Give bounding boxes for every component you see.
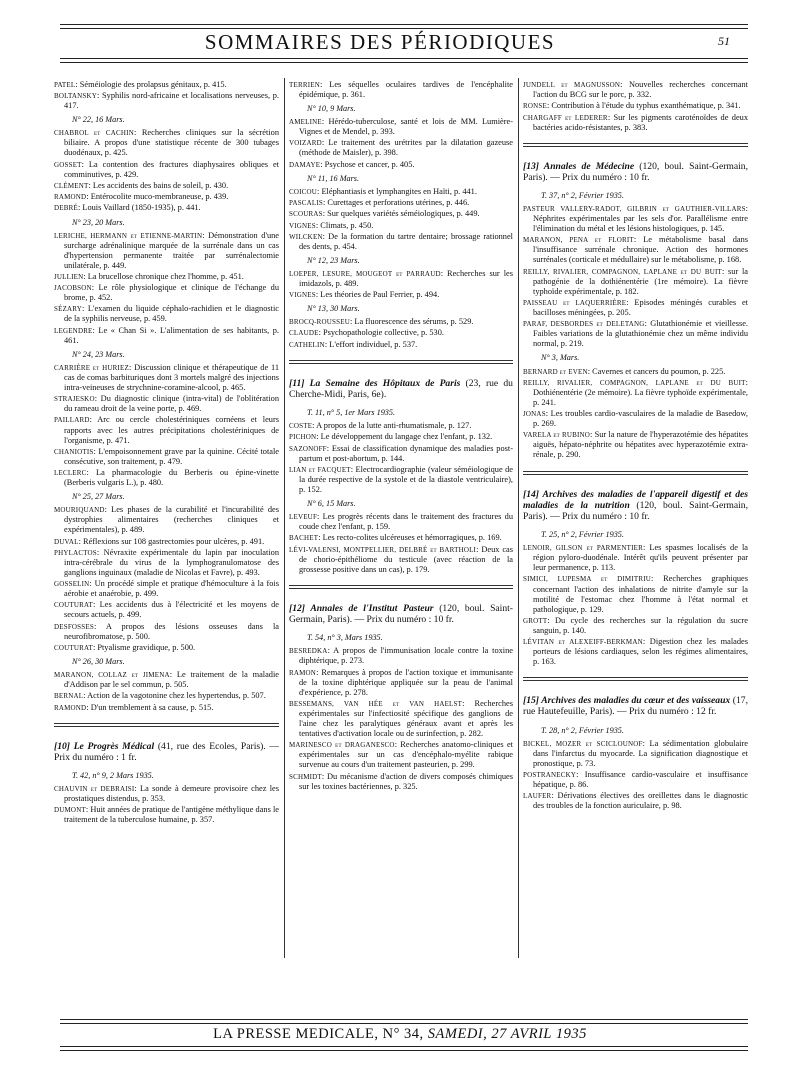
section-rule — [289, 363, 513, 364]
author: LOEPER, LESURE, MOUGEOT et PARRAUD — [289, 269, 441, 278]
author: VOIZARD — [289, 139, 322, 148]
entry-text: : A propos de l'immunisation locale contre la toxine diphtérique, p. 273. — [299, 646, 513, 666]
entry — [54, 181, 279, 191]
column-left — [54, 80, 279, 827]
column-middle — [289, 80, 513, 793]
issue-heading: T. 25, n° 2, Février 1935. — [541, 530, 624, 540]
journal-address: (41, rue des Ecoles, Paris). — Prix du numéro : 1 fr. — [54, 740, 279, 763]
author: SCOURAS — [289, 210, 323, 219]
entry — [54, 505, 279, 535]
journal-address: (23, rue du Cherche-Midi, Paris, 6e). — [289, 377, 513, 400]
entry — [523, 770, 748, 790]
section-rule — [523, 474, 748, 475]
author: LIAN et FACQUET — [289, 465, 351, 474]
entry-text: : Nouvelles recherches concernant l'action du BCG sur le porc, p. 332. — [533, 80, 748, 100]
author: BERNAL — [54, 692, 84, 701]
entry — [54, 363, 279, 393]
entry-text: : Climats, p. 450. — [315, 220, 374, 230]
entry — [523, 367, 748, 377]
entry-text: : Dérivations électives des oreillettes dans le diagnostic des troubles de la fonction auriculaire, p. 98. — [533, 791, 748, 811]
entry-text: : Electrocardiographie (valeur séméiologique de la durée respective de la systole et de la diastole ventriculaire), p. 152. — [299, 464, 513, 495]
entry — [289, 290, 513, 300]
entry-text: : Les spasmes localisés de la région pyloro-duodénale. Intérêt qu'ils peuvent présenter par leur permanence, p. 113. — [533, 543, 748, 573]
entry-text: : Deux cas de chorio-épithéliome du testicule (avec réaction de la grossesse positive dans un cas), p. 179. — [299, 544, 513, 574]
issue-heading: N° 23, 20 Mars. — [72, 217, 125, 227]
entry — [289, 465, 513, 495]
author: MARANON, COLLAZ et JIMENA — [54, 671, 170, 680]
entry — [289, 668, 513, 698]
issue-heading: T. 42, n° 9, 2 Mars 1935. — [72, 771, 154, 781]
author: WILCKEN — [289, 232, 323, 241]
author: DAMAYE — [289, 160, 321, 169]
section-rule — [289, 585, 513, 586]
author: LERICHE, HERMANN et ETIENNE-MARTIN — [54, 231, 203, 240]
author: CHANIOTIS — [54, 447, 94, 456]
journal-title: [10] Le Progrès Médical — [54, 740, 155, 752]
author: DEBRÉ — [54, 204, 78, 213]
issue-heading: N° 25, 27 Mars. — [72, 492, 125, 502]
author: CATHELIN — [289, 340, 325, 349]
entry — [523, 574, 748, 614]
author: PICHON — [289, 433, 317, 442]
author: JACOBSON — [54, 284, 92, 293]
author: BACHET — [289, 534, 319, 543]
entry-text: : Sur les pigments caroténoïdes de deux bactéries acido-résistantes, p. 383. — [533, 112, 749, 132]
journal-heading — [54, 741, 279, 763]
issue-heading: T. 28, n° 2, Février 1935. — [541, 725, 624, 735]
entry — [54, 600, 279, 620]
journal-address: (120, boul. Saint-Germain, Paris). — Prix du numéro : 10 fr. — [523, 160, 748, 183]
issue-heading: N° 26, 30 Mars. — [72, 657, 125, 666]
author: PASCALIS — [289, 199, 324, 208]
journal-heading — [523, 695, 748, 717]
entry — [54, 80, 279, 90]
entry-text: : Recherches expérimentales sur l'infectiosité spécifique des ganglions de l'aine chez les paralytiques généraux avant et après les tentatives d'activation locale ou de surinfection, p. 282. — [299, 698, 513, 739]
author: VIGNES — [289, 221, 316, 230]
entry-text: : De la formation du tartre dentaire; brossage rationnel des dents, p. 454. — [299, 231, 513, 251]
header-rule — [60, 58, 748, 59]
entry-text: : Le traitement des urétrites par la dilatation gazeuse (méthode de Maisler), p. 398. — [299, 138, 513, 158]
journal-title: [12] Annales de l'Institut Pasteur — [289, 602, 434, 614]
entry — [54, 579, 279, 599]
footer-rule — [60, 1019, 748, 1020]
author: DUVAL — [54, 537, 79, 546]
author: CHAUVIN et DEBRAISI — [54, 785, 135, 794]
entry — [54, 670, 279, 690]
entry-text: : Eléphantiasis et lymphangites en Haïti, p. 441. — [317, 186, 477, 196]
author: RAMOND — [54, 703, 87, 712]
author: BESSEMANS, VAN HÉE et VAN HAELST — [289, 699, 463, 708]
entry-text: : Recherches graphiques concernant l'action des inhalations de nitrite d'amyle sur la motilité de l'estomac chez l'homme à l'état normal et pathologique, p. 129. — [533, 574, 748, 614]
entry-text: : Psychopathologie collective, p. 530. — [318, 328, 444, 338]
entry-text: : Les accidents des bains de soleil, p. 430. — [88, 180, 229, 190]
entry — [289, 317, 513, 327]
entry — [54, 91, 279, 111]
entry-text: : Glutathionémie et vieillesse. Faibles variations de la glutathionémie chez un même individu normal, p. 219. — [533, 319, 748, 349]
entry — [289, 533, 513, 543]
author: BICKEL, MOZER et SCICLOUNOF — [523, 739, 643, 748]
author: POSTRANECKY — [523, 771, 577, 780]
entry-text: : Action de la vagotonine chez les hypertendus, p. 507. — [83, 691, 266, 701]
entry — [523, 409, 748, 429]
issue-heading: T. 37, n° 2, Février 1935. — [541, 191, 624, 201]
page-number: 51 — [718, 34, 730, 48]
journal-title: [15] Archives des maladies du cœur et des vaisseaux — [523, 695, 731, 707]
entry-text: : La brucellose chronique chez l'homme, p. 451. — [83, 271, 244, 281]
author: MARINESCO et DRAGANESCO — [289, 741, 395, 750]
entry-text: : Le rôle physiologique et clinique de l'échange du brome, p. 452. — [64, 283, 279, 303]
author: GROTT — [523, 616, 548, 625]
author: SCHMIDT — [289, 772, 322, 781]
issue-date: SAMEDI, 27 AVRIL 1935 — [427, 1026, 587, 1042]
entry — [54, 128, 279, 158]
column-separator — [284, 78, 285, 958]
entry — [523, 543, 748, 573]
journal-address: (17, rue Hautefeuille, Paris). — Prix du numéro : 12 fr. — [523, 695, 748, 718]
entry-text: : Sur quelques variétés séméiologiques, p. 449. — [322, 209, 480, 219]
author: JONAS — [523, 410, 546, 419]
entry-text: : Arc ou cercle cholestériniques cornéens et leurs rapports avec les autres précipitations cholestériniques de l'organisme, p. 471. — [64, 415, 279, 445]
section-rule — [523, 146, 748, 147]
author: STRAJESKO — [54, 395, 95, 404]
entry — [54, 784, 279, 804]
entry-text: : Louis Vaillard (1850-1935), p. 441. — [77, 203, 201, 213]
entry — [54, 231, 279, 271]
section-rule — [523, 471, 748, 472]
author: REILLY, RIVALIER, COMPAGNON, LAPLANE et DU BUIT — [523, 378, 746, 387]
entry — [54, 691, 279, 701]
author: RAMOND — [54, 193, 87, 202]
entry — [523, 739, 748, 769]
entry-text: : Les phases de la curabilité et l'incurabilité des dystrophies alimentaires (recherches cliniques et expérimentales), p. 489. — [64, 505, 279, 535]
issue-heading: N° 11, 16 Mars. — [307, 173, 360, 183]
entry-text: : Recherches cliniques sur la sécrétion biliaire. A propos d'une statistique récente de 300 tubages duodénaux, p. 425. — [64, 128, 279, 158]
entry — [523, 319, 748, 349]
entry — [54, 415, 279, 445]
entry — [523, 430, 748, 460]
entry — [523, 637, 748, 667]
entry — [289, 444, 513, 464]
entry-text: : Du diagnostic clinique (intra-vital) de l'oblitération du rameau droit de la veine porte, p. 469. — [64, 394, 279, 414]
author: LAUFER — [523, 792, 552, 801]
entry-text: : Du mécanisme d'action de divers composés chimiques sur les toxines bactériennes, p. 325. — [299, 771, 513, 791]
issue-heading: N° 24, 23 Mars. — [72, 349, 125, 359]
entry — [523, 204, 748, 234]
entry-text: : Le développement du langage chez l'enfant, p. 132. — [316, 432, 493, 442]
author: CARRIÈRE et HURIEZ — [54, 363, 129, 372]
entry-text: : Syphilis nord-africaine et localisations nerveuses, p. 417. — [64, 91, 279, 111]
author: PARAF, DESBORDES et DELETANG — [523, 320, 645, 329]
author: MARANON, PENA et FLORIT — [523, 236, 634, 245]
author: CHABROL et CACHIN — [54, 129, 134, 138]
entry — [54, 643, 279, 653]
author: TERRIEN — [289, 81, 320, 89]
entry-text: : Huit années de pratique de l'antigène méthylique dans le traitement de la tuberculose humaine, p. 357. — [64, 805, 279, 825]
author: CHARGAFF et LEDERER — [523, 113, 608, 122]
author: RONSE — [523, 102, 547, 111]
entry-text: : D'un tremblement à sa cause, p. 515. — [86, 702, 214, 712]
section-rule — [54, 723, 279, 724]
entry-text: : Recherches anatomo-cliniques et expérimentales sur un cas d'encéphalo-myélite rabique survenue au cours d'un traitement pasteurien, p. 299. — [299, 740, 513, 770]
author: LÉVITAN et ALEXEIFF-BERKMAN — [523, 638, 643, 647]
footer-rule — [60, 1023, 748, 1024]
author: GOSSELIN — [54, 580, 90, 589]
section-rule — [523, 677, 748, 678]
author: CLÉMENT — [54, 181, 89, 190]
entry — [289, 138, 513, 158]
entry — [289, 80, 513, 100]
journal-address: (120, boul. Saint-Germain, Paris). — Prix du numéro : 10 fr. — [523, 499, 749, 522]
entry — [289, 198, 513, 208]
entry-text: : Remarques à propos de l'action toxique et immunisante de la toxine diphtérique appliquée sur la peau de l'animal d'expérience, p. 278. — [299, 667, 513, 697]
entry — [289, 160, 513, 170]
author: AMELINE — [289, 118, 322, 127]
author: PATEL — [54, 81, 76, 89]
footer-line — [60, 1026, 740, 1043]
author: SÉZARY — [54, 305, 83, 314]
author: COUTURAT — [54, 601, 93, 610]
section-rule — [523, 143, 748, 144]
header-rule — [60, 24, 748, 25]
entry — [54, 203, 279, 213]
author: LENOIR, GILSON et PARMENTIER — [523, 544, 643, 553]
section-rule — [289, 588, 513, 589]
entry — [54, 447, 279, 467]
entry — [523, 80, 748, 100]
entry-text: : Néphrites expérimentales par les sels d'or. Parallélisme entre l'élimination du métal et les lésions histologiques, p. 145. — [533, 204, 748, 234]
entry — [54, 805, 279, 825]
entry-text: : Du cycle des recherches sur la régulation du sucre sanguin, p. 140. — [533, 615, 748, 635]
author: COSTE — [289, 422, 313, 431]
journal-title: [13] Annales de Médecine — [523, 160, 635, 172]
column-right — [523, 80, 748, 813]
author: COICOU — [289, 187, 318, 196]
author: SIMICI, LUPESMA et DIMITRIU — [523, 575, 651, 584]
entry-text: : A propos des lésions osseuses dans la neurofibromatose, p. 500. — [64, 621, 279, 641]
section-rule — [54, 726, 279, 727]
entry — [289, 432, 513, 442]
journal-heading — [289, 378, 513, 400]
issue-heading: N° 13, 30 Mars. — [307, 304, 360, 314]
entry — [289, 699, 513, 739]
issue-heading: T. 54, n° 3, Mars 1935. — [307, 633, 383, 643]
header-rule — [60, 28, 748, 29]
author: BOLTANSKY — [54, 92, 97, 101]
entry — [523, 267, 748, 297]
issue-heading: N° 12, 23 Mars. — [307, 255, 360, 265]
journal-name: LA PRESSE MEDICALE, N° 34, — [213, 1026, 424, 1042]
entry — [523, 298, 748, 318]
journal-heading — [523, 489, 748, 523]
author: SAZONOFF — [289, 444, 327, 453]
entry — [289, 545, 513, 575]
entry — [289, 232, 513, 252]
entry-text: : La sédimentation globulaire dans l'infarctus du myocarde. La signification diagnostique et pronostique, p. 73. — [533, 738, 748, 768]
entry — [54, 192, 279, 202]
entry — [523, 235, 748, 265]
entry-text: : Episodes méningés curables et bacilloses méningées, p. 205. — [533, 298, 748, 318]
entry — [289, 772, 513, 792]
issue-heading: N° 22, 16 Mars. — [72, 115, 125, 125]
entry-text: : Curettages et perforations utérines, p. 446. — [323, 198, 470, 208]
entry-text: : Les théories de Paul Ferrier, p. 494. — [315, 290, 440, 300]
entry-text: : Discussion clinique et thérapeutique de 11 cas de comas barbituriques dont 3 mortels malgré des injections intra-veineuses de strychnine-coramine-alcool, p. 465. — [64, 362, 280, 392]
entry — [54, 160, 279, 180]
entry-text: : L'effort individuel, p. 537. — [324, 339, 418, 349]
issue-heading: N° 3, Mars. — [541, 353, 580, 363]
author: PHYLACTOS — [54, 548, 97, 557]
entry — [54, 394, 279, 414]
author: PAISSEAU et LAQUERRIÈRE — [523, 299, 627, 308]
author: REILLY, RIVALIER, COMPAGNON, LAPLANE et DU BUIT — [523, 267, 722, 276]
entry-text: : Réflexions sur 108 gastrectomies pour ulcères, p. 491. — [78, 536, 265, 546]
entry — [289, 117, 513, 137]
entry-text: : La contention des fractures diaphysaires obliques et comminutives, p. 429. — [64, 159, 279, 179]
entry-text: : L'empoisonnement grave par la quinine. Cécité totale consécutive, son traitement, p. 479. — [64, 446, 279, 466]
author: BESREDKA — [289, 647, 328, 656]
author: LÉVI-VALENSI, MONTPELLIER, DELBRÉ et BARTHOLI — [289, 545, 477, 554]
author: LEGENDRE — [54, 326, 93, 335]
entry-text: : La fluorescence des sérums, p. 529. — [349, 317, 474, 327]
entry — [289, 340, 513, 350]
footer-rule — [60, 1050, 748, 1051]
entry-text: : L'examen du liquide céphalo-rachidien et le diagnostic de la syphilis nerveuse, p. 459. — [64, 304, 279, 324]
entry-text: : Digestion chez les malades porteurs de lésions cardiaques, selon les régimes alimentaires, p. 163. — [533, 637, 749, 667]
journal-title: [14] Archives des maladies de l'appareil digestif et des maladies de la nutrition — [523, 488, 748, 511]
entry — [289, 269, 513, 289]
entry — [289, 421, 513, 431]
entry — [54, 468, 279, 488]
entry-text: : Le traitement de la maladie d'Addison par le sel commun, p. 505. — [64, 670, 279, 690]
author: COUTURAT — [54, 643, 93, 652]
entry-text: : Le « Chan Si ». L'alimentation de ses habitants, p. 461. — [64, 325, 279, 345]
entry-text: : Les séquelles oculaires tardives de l'encéphalite épidémique, p. 361. — [299, 80, 513, 100]
entry-text: : La pharmacologie du Berberis ou épine-vinette (Berberis vulgaris L.), p. 480. — [64, 468, 279, 488]
author: JULLIEN — [54, 272, 84, 281]
header-rule — [60, 62, 748, 63]
author: DUMONT — [54, 806, 86, 815]
author: PAILLARD — [54, 416, 90, 425]
entry-text: : Entérocolite muco-membraneuse, p. 439. — [86, 192, 229, 202]
entry-text: : Ptyalisme gravidique, p. 500. — [92, 642, 196, 652]
entry-text: : La sonde à demeure provisoire chez les prostatiques distendus, p. 353. — [64, 784, 279, 804]
entry — [523, 791, 748, 811]
author: RAMON — [289, 668, 317, 677]
entry-text: : Les progrès récents dans le traitement des fractures du coude chez l'enfant, p. 159. — [299, 512, 513, 532]
entry-text: : Essai de classification dynamique des maladies post-partum et post-abortum, p. 144. — [299, 443, 513, 463]
journal-address: (120, boul. Saint-Germain, Paris). — Prix du numéro : 10 fr. — [289, 602, 513, 626]
entry-text: : Recherches sur les imidazols, p. 489. — [299, 268, 513, 288]
entry-text: : Névraxite expérimentale du lapin par inoculation intra-cérébrale du virus de la lymphogranulomatose des ganglions inguinaux (maladie de Nicolas et Favre), p. 493. — [64, 547, 279, 577]
issue-heading: N° 10, 9 Mars. — [307, 104, 356, 114]
entry-text: : Cavernes et cancers du poumon, p. 225. — [587, 366, 726, 376]
entry-text: : Insuffisance cardio-vasculaire et insuffisance hépatique, p. 86. — [533, 770, 748, 790]
entry — [289, 646, 513, 666]
entry — [523, 616, 748, 636]
entry — [523, 101, 748, 111]
entry — [289, 512, 513, 532]
entry — [54, 283, 279, 303]
entry-text: : sur la pathogénie de la dothiénentérie (1re mémoire). La fièvre typhoïde expérimentale, p. 182. — [533, 266, 748, 296]
entry — [54, 326, 279, 346]
entry — [54, 272, 279, 282]
author: CLAUDE — [289, 329, 319, 338]
entry-text: : Démonstration d'une surcharge adrénalinique marquée de la surrénale dans un cas d'hypertension permanente traitée par surrénalectomie unilatérale, p. 449. — [64, 230, 279, 270]
entry-text: : Les troubles cardio-vasculaires de la maladie de Basedow, p. 269. — [533, 409, 748, 429]
entry-text: : Psychose et cancer, p. 405. — [320, 159, 415, 169]
author: GOSSET — [54, 160, 82, 169]
entry-text: : Le métabolisme basal dans l'insuffisance surrénale chronique. Action des hormones surrénales (corticale et médullaire) sur le métabolisme, p. 168. — [533, 235, 748, 265]
issue-heading: T. 11, n° 5, 1er Mars 1935. — [307, 408, 396, 418]
entry — [289, 209, 513, 219]
entry-text: : Un procédé simple et pratique d'hémoculture à la fois aérobie et anaérobie, p. 499. — [64, 579, 279, 599]
journal-heading — [523, 161, 748, 183]
entry-text: : Contribution à l'étude du typhus exanthématique, p. 341. — [546, 101, 741, 111]
entry — [54, 537, 279, 547]
entry — [54, 304, 279, 324]
entry — [523, 113, 748, 133]
section-rule — [523, 680, 748, 681]
entry-text: : Séméiologie des prolapsus génitaux, p. 415. — [75, 80, 227, 89]
entry-text: : Sur la nature de l'hyperazotémie des hépatites aiguës, hépato-néphrite ou hépatites avec hyperazotémie extra-rénale, p. 290. — [533, 430, 748, 460]
entry — [54, 548, 279, 578]
journal-title: [11] La Semaine des Hôpitaux de Paris — [289, 377, 461, 389]
entry — [54, 622, 279, 642]
author: JUNDELL et MAGNUSSON — [523, 81, 621, 89]
page-title: SOMMAIRES DES PÉRIODIQUES — [204, 30, 556, 54]
author: MOURIQUAND — [54, 506, 105, 515]
author: LEVEUF — [289, 513, 318, 522]
column-separator — [518, 78, 519, 958]
entry-text: : Les accidents dus à l'électricité et les moyens de secours actuels, p. 499. — [64, 600, 279, 620]
author: DESFOSSES — [54, 622, 94, 631]
issue-heading: N° 6, 15 Mars. — [307, 499, 356, 509]
entry — [54, 703, 279, 713]
author: LECLERC — [54, 469, 87, 478]
entry — [289, 740, 513, 770]
section-rule — [289, 360, 513, 361]
entry — [289, 221, 513, 231]
author: VARELA et RUBINO — [523, 431, 591, 440]
entry-text: : Les recto-colites ulcéreuses et hémorragiques, p. 169. — [318, 533, 502, 543]
author: VIGNES — [289, 291, 316, 300]
entry — [289, 328, 513, 338]
entry — [289, 187, 513, 197]
footer-rule — [60, 1046, 748, 1047]
entry-text: : A propos de la lutte anti-rhumatismale, p. 127. — [312, 421, 472, 431]
author: BROCQ-ROUSSEU — [289, 318, 350, 327]
entry-text: : Hérédo-tuberculose, santé et lois de MM. Lumière-Vignes et de Mendel, p. 393. — [299, 117, 513, 137]
author: BERNARD et EVEN — [523, 367, 588, 376]
entry-text: : Dothiénentérie (2e mémoire). La fièvre typhoïde expérimentale, p. 241. — [533, 377, 748, 407]
entry — [523, 378, 748, 408]
author: PASTEUR VALLERY-RADOT, GILBRIN et GAUTHIER-VILLARS — [523, 205, 746, 214]
journal-heading — [289, 603, 513, 625]
